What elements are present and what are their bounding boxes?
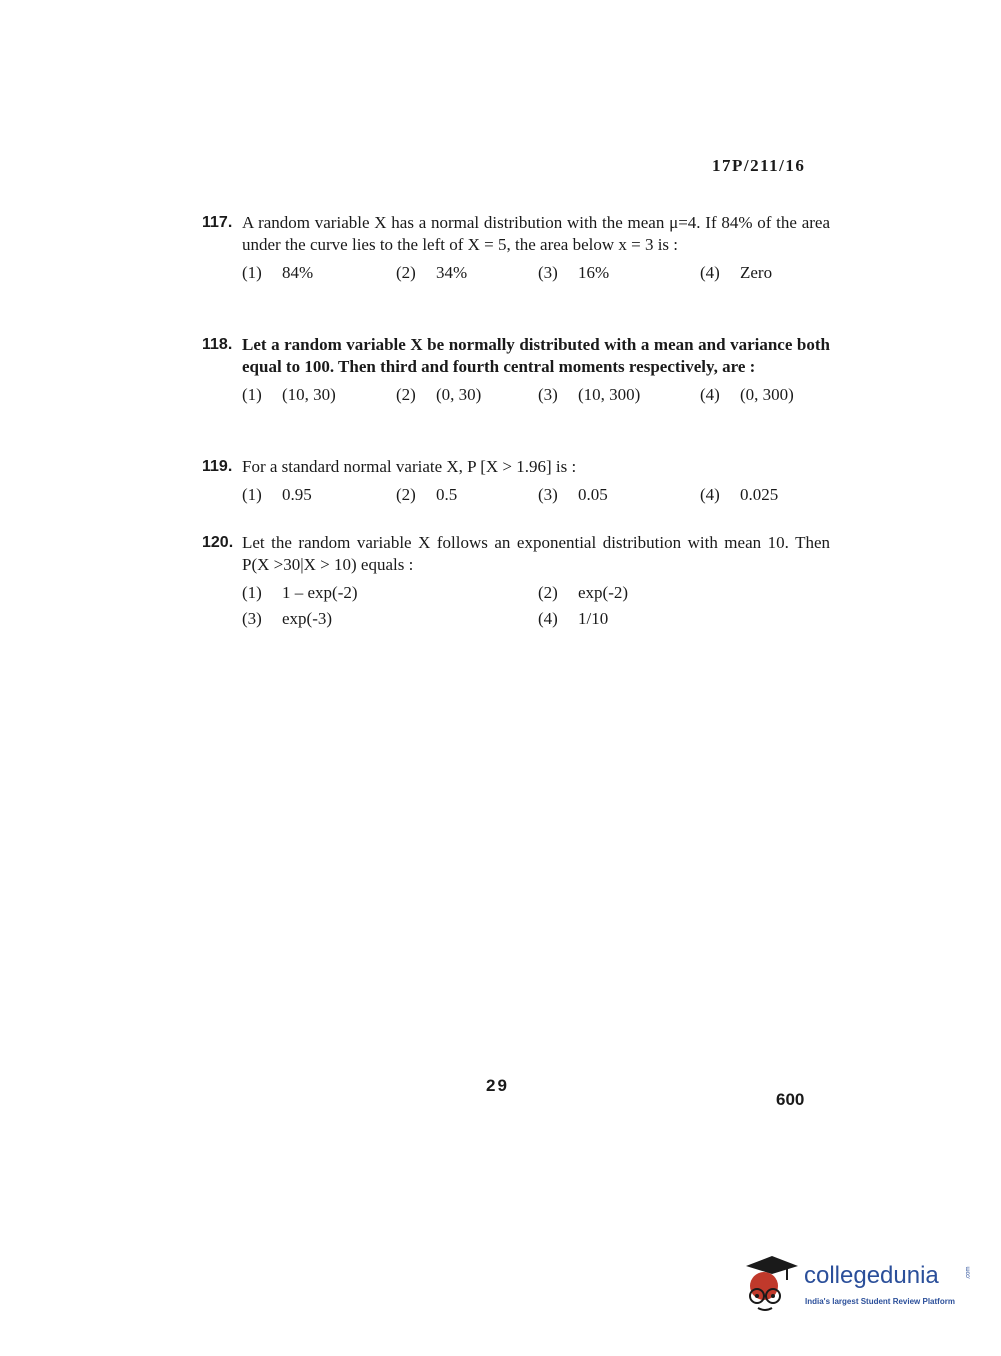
options-row (242, 484, 830, 510)
option-3: (3) exp(-3) (242, 609, 333, 628)
question-text: For a standard normal variate X, P [X > 1.96] is : (242, 457, 577, 476)
options-row (242, 608, 830, 634)
question-text: Let the random variable X follows an exponential distribution with mean 10. Then P(X >30|X > 10) equals : (242, 533, 830, 574)
option-2: (2) (0, 30) (396, 385, 482, 404)
question-number: 117. (202, 214, 233, 231)
option-4: (4) 1/10 (538, 609, 609, 628)
option-2: (2) exp(-2) (538, 583, 629, 602)
option-4: (4) 0.025 (700, 485, 779, 504)
brand-suffix: .com (965, 1266, 972, 1280)
mascot-logo-icon (742, 1252, 800, 1316)
question-number: 118. (202, 336, 233, 353)
option-3: (3) 16% (538, 263, 610, 282)
option-2: (2) 0.5 (396, 485, 458, 504)
option-1: (1) 0.95 (242, 485, 312, 504)
options-row (242, 582, 830, 608)
option-4: (4) Zero (700, 263, 773, 282)
question-119 (202, 456, 830, 510)
option-4: (4) (0, 300) (700, 385, 794, 404)
brand-name: collegedunia (804, 1262, 939, 1289)
option-2: (2) 34% (396, 263, 468, 282)
options-row (242, 384, 830, 410)
option-3: (3) 0.05 (538, 485, 608, 504)
question-117 (202, 212, 830, 288)
question-text: A random variable X has a normal distribution with the mean μ=4. If 84% of the area under the curve lies to the left of X = 5, the area below x = 3 is : (242, 213, 830, 254)
option-1: (1) (10, 30) (242, 385, 336, 404)
option-3: (3) (10, 300) (538, 385, 641, 404)
question-number: 119. (202, 458, 233, 475)
side-number: 600 (776, 1090, 805, 1109)
option-1: (1) 84% (242, 263, 314, 282)
question-text: Let a random variable X be normally distributed with a mean and variance both equal to 100. Then third and fourth central moments respectively, are : (242, 335, 830, 376)
question-120 (202, 532, 830, 634)
paper-code: 17P/211/16 (712, 156, 806, 175)
options-row (242, 262, 830, 288)
brand-tagline: India's largest Student Review Platform (805, 1297, 955, 1306)
question-118 (202, 334, 830, 410)
option-1: (1) 1 – exp(-2) (242, 583, 358, 602)
collegedunia-watermark (742, 1252, 972, 1316)
page-number: 29 (486, 1076, 509, 1095)
question-number: 120. (202, 534, 234, 551)
